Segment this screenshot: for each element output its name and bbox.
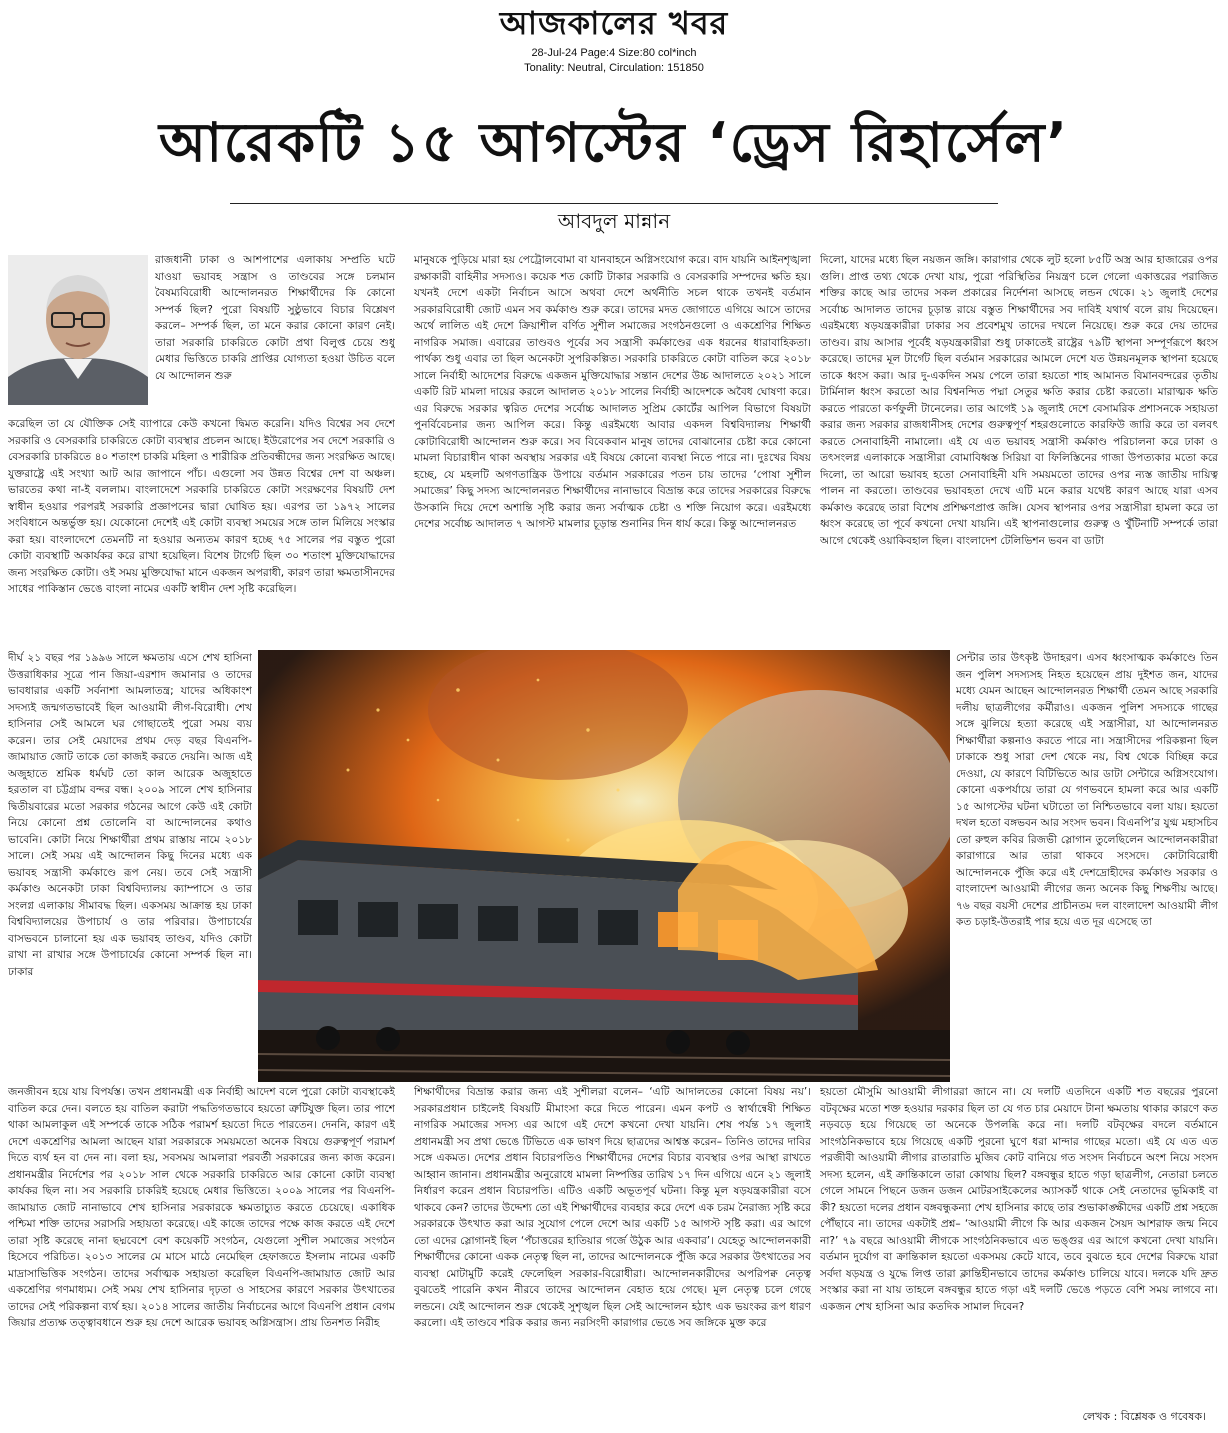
- column-3-side-text: সেন্টার তার উৎকৃষ্ট উদাহরণ। এসব ধ্বংসাত্মক কর্মকাণ্ডে তিন জন পুলিশ সদস্যসহ নিহত হয়েছেন প্রায় দুইশত জন, যাদের মধ্যে যেমন আছেন আন্দোলনরত শিক্ষার্থী তেমন আছে সরকারি দলীয় ছাত্রলীগের কর্মীরাও। একজন পুলিশ সদস্যকে গাছের সঙ্গে ঝুলিয়ে হত্যা করেছে এই সন্ত্রাসীরা, যা আন্দোলনরত শিক্ষার্থীরা কল্পনাও করতে পারে না। সন্ত্রাসীদের পরিকল্পনা ছিল ঢাকাকে শুধু সারা দেশ থেকে নয়, বিশ্ব থেকে বিচ্ছিন্ন করে দেওয়া, যে কারণে বিটিভিতে আর ডাটা সেন্টারে অগ্নিসংযোগ। কোনো একপর্যায়ে তারা যে গণভবনে হামলা করে আর একটি ১৫ আগস্টের ঘটনা ঘটাতো তা নিশ্চিতভাবে বলা যায়। হয়তো দখল হতো বঙ্গভবন আর সংসদ ভবন। বিএনপি’র যুগ্ম মহাসচিব তো রুহুল কবির রিজভী স্লোগান তুলেছিলেন আন্দোলনকারীরা কারাগারে আর তারা থাকবে সংসদে। কোটাবিরোধী আন্দোলনকে পুঁজি করে এই দেশদ্রোহীদের কর্মকাণ্ড সরকার ও বাংলাদেশ আওয়ামী লীগের জন্য অনেক কিছু শিক্ষণীয় আছে। ৭৬ বছর বয়সী দেশের প্রাচীনতম দল বাংলাদেশ আওয়ামী লীগ কত চড়াই-উতরাই পার হয়ে এত দূর এসেছে তা: [956, 652, 1218, 928]
- byline-divider: [230, 203, 998, 204]
- column-1-lower-text: জনজীবন হয়ে যায় বিপর্যস্ত। তখন প্রধানমন্ত্রী এক নির্বাহী আদেশ বলে পুরো কোটা ব্যবস্থাকেই বাতিল করে দেন। বলতে হয় বাতিল করাটা পদ্ধতিগতভাবে হয়তো ত্রুটিযুক্ত ছিল। তার পাশে থাকা আমলাকুল এই সম্পর্কে তাকে সঠিক পরামর্শ হয়তো দিতে পারতেন। দেননি, কারণ এই দেশে একশ্রেণির আমলা আছেন যারা সরকারকে সময়মতো অনেক বিষয়ে গুরুত্বপূর্ণ পরামর্শ দিতে ব্যর্থ হন বা দেন না। বলা হয়, সবসময় আমলারা পরবর্তী সরকারের জন্য কাজ করেন। প্রধানমন্ত্রীর নির্দেশের পর ২০১৮ সাল থেকে সরকারি চাকরিতে আর কোনো কোটা ব্যবস্থা কার্যকর ছিল না। সব সরকারি চাকরিই হয়েছে মেধার ভিত্তিতে। ২০০৯ সালের পর বিএনপি-জামায়াত জোট নানাভাবে শেখ হাসিনার সরকারকে ক্ষমতাচ্যুত করতে চেয়েছে। একাধিক পশ্চিমা শক্তি তাদের সরাসরি সহায়তা করেছে। এই কাজে তাদের পক্ষে কাজ করতে এই দেশে তারা সৃষ্টি করেছে নানা ছদ্মবেশে বেশ কয়েকটি সংগঠন, যেগুলো সুশীল সমাজের সংগঠন হিসেবে পরিচিত। ২০১৩ সালের মে মাসে মাঠে নেমেছিল হেফাজতে ইসলাম নামের একটি মাদ্রাসাভিত্তিক সংগঠন। তাদের সর্বাত্মক সহায়তা করেছিল বিএনপি-জামায়াত জোট আর একশ্রেণির গণমাধ্যম। সেই সময় শেখ হাসিনার দৃঢ়তা ও সাহসের কারণে সরকার উৎখাতের তাদের সেই পরিকল্পনা ব্যর্থ হয়। ২০১৪ সালের জাতীয় নির্বাচনের আগে বিএনপি প্রধান বেগম জিয়ার প্রত্যক্ষ তত্ত্বাবধানে শুরু হয় দেশে আরেক ভয়াবহ অগ্নিসন্ত্রাস। প্রায় তিনশত নিরীহ: [8, 1086, 395, 1329]
- burning-train-photo: [258, 650, 950, 1082]
- column-1-body-text: করেছিল তা যে যৌক্তিক সেই ব্যাপারে কেউ কখনো দ্বিমত করেনি। যদিও বিশ্বের সব দেশে সরকারি ও বেসরকারি চাকরিতে কোটা ব্যবস্থার প্রচলন আছে। ইউরোপের সব দেশে সরকারি ও বেসরকারি চাকরিতে ৪০ শতাংশ চাকরি মহিলা ও শারীরিক প্রতিবন্ধীদের জন্য সংরক্ষিত আছে। যুক্তরাষ্ট্রে এই সংখ্যা আট আর জাপানে পাঁচ। এগুলো সব উন্নত বিশ্বের দেশ বা অঞ্চল। ভারতের কথা না-ই বললাম। বাংলাদেশে সরকারি চাকরিতে কোটা সংরক্ষণের বিষয়টি দেশ স্বাধীন হওয়ার পরপরই সরকারি প্রজ্ঞাপনের দ্বারা ঘোষিত হয়। এরপর তা ১৯৭২ সালের সংবিধানে অন্তর্ভুক্ত হয়। যেকোনো দেশেই এই কোটা ব্যবস্থা সময়ের সঙ্গে তাল মিলিয়ে সংস্কার করা হয়। বাংলাদেশে তেমনটি না হওয়ার অন্যতম কারণ হচ্ছে ৭৫ সালের পর বস্তুত পুরো কোটা ব্যবস্থাটি অকার্যকর করে রাখা হয়েছিল। বিশেষ টার্গেট ছিল ৩০ শতাংশ মুক্তিযোদ্ধাদের জন্য সংরক্ষিত কোটা। ওই সময় মুক্তিযোদ্ধা মানে একজন অপরাধী, কারণ তারা ক্ষমতাসীনদের সাধের পাকিস্তান ভেঙে বাংলা নামের একটি স্বাধীন দেশ সৃষ্টি করেছিল।: [8, 418, 395, 595]
- newspaper-masthead: আজকালের খবর: [499, 4, 729, 42]
- clipping-meta-tonality: Tonality: Neutral, Circulation: 151850: [524, 62, 704, 74]
- author-portrait: [8, 255, 148, 405]
- column-3-lower-text: হয়তো মৌসুমি আওয়ামী লীগাররা জানে না। যে দলটি এতদিনে একটি শত বছরের পুরনো বটবৃক্ষের মতো শক্ত হওয়ার দরকার ছিল তা যে গত চার মেয়াদে টানা ক্ষমতায় থাকার কারণে কত নড়বড়ে হয়ে গিয়েছে তা অনেকে উপলব্ধি করে না। দলটি বটবৃক্ষের বদলে বর্তমানে সাংগঠনিকভাবে হয়ে গিয়েছে একটি পুরনো ঘুণে ধরা মান্দার গাছের মতো। এই যে এত এত পরজীবী আওয়ামী লীগার রাতারাতি মুজিব কোট বানিয়ে গত সংসদ নির্বাচনে অংশ নিয়ে সংসদ সদস্য হলেন, এই ক্রান্তিকালে তারা কোথায় ছিল? বঙ্গবন্ধুর হাতে গড়া ছাত্রলীগ, নেতারা চলতে গেলে সামনে পিছনে ডজন ডজন মোটরসাইকেলের অ্যাসকর্ট থাকে সেই নেতাদের ভূমিকাই বা কী? হয়তো দলের প্রধান বঙ্গবন্ধুকন্যা শেখ হাসিনার কাছে তার শুভাকাঙ্ক্ষীদের একটি প্রশ্ন সহজে পৌঁছাবে না। তাদের একটাই প্রশ্ন– ‘আওয়ামী লীগে কি আর একজন সৈয়দ আশরাফ জন্ম নিবে না?’ ৭৯ বছরে আওয়ামী লীগকে সাংগঠনিকভাবে এত ভঙ্গুর এর আগে কখনো দেখা যায়নি। বর্তমান দুর্যোগ বা ক্রান্তিকাল হয়তো একসময় কেটে যাবে, তবে বুঝতে হবে দেশের বিরুদ্ধে যারা সর্বদা ষড়যন্ত্র ও যুদ্ধে লিপ্ত তারা ক্লান্তিহীনভাবে তাদের কর্মকাণ্ড চালিয়ে যাবে। দলকে যদি দ্রুত সংস্কার করা না যায় তাহলে বঙ্গবন্ধুর হাতে গড়া এই দলটি ভেঙে পড়তে বেশি সময় লাগবে না। একজন শেখ হাসিনা আর কতদিক সামাল দিবেন?: [820, 1086, 1218, 1313]
- burning-train-image: [258, 650, 950, 1082]
- column-1-top-text: রাজধানী ঢাকা ও আশপাশের এলাকায় সম্প্রতি ঘটে যাওয়া ভয়াবহ সন্ত্রাস ও তাণ্ডবের সঙ্গে চলমান বৈষম্যবিরোধী আন্দোলনরত শিক্ষার্থীদের কি কোনো সম্পর্ক ছিল? পুরো বিষয়টি সুষ্ঠুভাবে বিচার বিশ্লেষণ করলে– সম্পর্ক ছিল, তা মনে করার কোনো কারণ নেই। তারা সরকারি চাকরিতে কোটা প্রথা বিলুপ্ত চেয়ে শুধু মেধার ভিত্তিতে চাকরি প্রাপ্তির যোগ্যতা হওয়া উচিত বলে যে আন্দোলন শুরু: [155, 254, 395, 382]
- column-2-lower-text: শিক্ষার্থীদের বিভ্রান্ত করার জন্য এই সুশীলরা বলেন– ‘এটি আদালতের কোনো বিষয় নয়’। সরকারপ্রধান চাইলেই বিষয়টি মীমাংসা করে দিতে পারেন। এমন কপট ও স্বার্থান্বেষী শিক্ষিত নাগরিক সমাজের সদস্য এর আগে এই দেশে কখনো দেখা যায়নি। শেষ পর্যন্ত ১৭ জুলাই প্রধানমন্ত্রী সব প্রথা ভেঙে টিভিতে এক ভাষণ দিয়ে ছাত্রদের আশ্বস্ত করেন– তিনিও তাদের দাবির সঙ্গে একমত। দেশের প্রধান বিচারপতিও শিক্ষার্থীদের দেশের বিচার ব্যবস্থার ওপর আস্থা রাখতে আহ্বান জানান। প্রধানমন্ত্রীর অনুরোধে মামলা নিষ্পত্তির তারিখ ১৭ দিন এগিয়ে এনে ২১ জুলাই নির্ধারণ করেন প্রধান বিচারপতি। এটিও একটি অভূতপূর্ব ঘটনা। কিন্তু মূল ষড়যন্ত্রকারীরা বসে থাকবে কেন? তাদের উদ্দেশ্য তো এই শিক্ষার্থীদের ব্যবহার করে দেশে এক চরম নৈরাজ্য সৃষ্টি করে সরকারকে উৎখাত করা আর সুযোগ পেলে দেশে আর একটি ১৫ আগস্ট সৃষ্টি করা। এর আগে তো এদের স্লোগানই ছিল ‘পঁচাত্তরের হাতিয়ার গর্জে উঠুক আর একবার’। যেহেতু আন্দোলনকারী শিক্ষার্থীদের কোনো একক নেতৃত্ব ছিল না, তাদের আন্দোলনকে পুঁজি করে সরকার উৎখাতের সব ব্যবস্থা মোটামুটি করেই ফেলেছিল সরকার-বিরোধীরা। আন্দোলনকারীদের অপরিপক্ব নেতৃত্ব বুঝতেই পারেনি কখন নীরবে তাদের আন্দোলন বেহাত হয়ে গেছে। মূল নেতৃত্ব চলে গেছে লন্ডনে। যেই আন্দোলন শুরু থেকেই সুশৃঙ্খল ছিল সেই আন্দোলন হঠাৎ এক ভয়ংকর রূপ ধারণ করলো। এই তাণ্ডবে শরিক করার জন্য নরসিংদী কারাগার ভেঙে সব জঙ্গিকে মুক্ত করে: [414, 1086, 811, 1329]
- clipping-meta-date: 28-Jul-24 Page:4 Size:80 col*inch: [531, 47, 697, 59]
- column-1-side-text: দীর্ঘ ২১ বছর পর ১৯৯৬ সালে ক্ষমতায় এসে শেখ হাসিনা উত্তরাধিকার সূত্রে পান জিয়া-এরশাদ জমানার ও তাদের ভাবধারার একটি সর্বনাশা আমলাতন্ত্র; যাদের অধিকাংশ সদস্যই জন্মগতভাবেই ছিল আওয়ামী লীগ-বিরোধী। শেখ হাসিনার সেই আমলে ঘর গোছাতেই পুরো সময় ব্যয় করেন। তার সেই মেয়াদের প্রথম দেড় বছর বিএনপি-জামায়াত জোট তাকে তো কাজই করতে দেয়নি। আজ এই অজুহাতে শ্রমিক ধর্মঘট তো কাল আরেক অজুহাতে হরতাল বা চট্টগ্রাম বন্দর বন্ধ। ২০০৯ সালে শেখ হাসিনার দ্বিতীয়বারের মতো সরকার গঠনের আগে কেউ এই কোটা নিয়ে কোনো প্রশ্ন তোলেনি বা আন্দোলনের কথাও ভাবেনি। কোটা নিয়ে শিক্ষার্থীরা প্রথম রাস্তায় নামে ২০১৮ সালে। সেই সময় এই আন্দোলন কিছু দিনের মধ্যে এক ভয়াবহ সন্ত্রাসী কর্মকাণ্ডে রূপ নেয়। তবে সেই সন্ত্রাসী কর্মকাণ্ড অনেকটা ঢাকা বিশ্ববিদ্যালয় ক্যাম্পাসে ও তার সংলগ্ন এলাকায় সীমাবদ্ধ ছিল। একসময় আক্রান্ত হয় ঢাকা বিশ্ববিদ্যালয়ের উপাচার্য ও তার পরিবার। উপাচার্যের বাসভবনে চালানো হয় এক ভয়াবহ তাণ্ডব, যদিও কোটা রাখা না রাখার সঙ্গে উপাচার্যের কোনো সম্পর্ক ছিল না। ঢাকার: [8, 652, 252, 978]
- column-3-top-text: দিলো, যাদের মধ্যে ছিল নয়জন জঙ্গি। কারাগার থেকে লুট হলো ৮৫টি অস্ত্র আর হাজারের ওপর গুলি। প্রাপ্ত তথ্য থেকে দেখা যায়, পুরো পরিস্থিতির নিয়ন্ত্রণ চলে গেলো একাত্তরের পরাজিত শক্তির কাছে আর তাদের সকল প্রকারের নির্দেশনা আসছে লন্ডন থেকে। ২১ জুলাই দেশের সর্বোচ্চ আদালত তাদের চূড়ান্ত রায়ে বস্তুত শিক্ষার্থীদের সব দাবিই যথার্থ বলে রায় দিয়েছেন। এরইমধ্যে ষড়যন্ত্রকারীরা ঢাকার সব প্রবেশমুখ তাদের দখলে নিয়েছে। শুরু করে দেয় তাদের তাণ্ডব। রায় আসার পূর্বেই ষড়যন্ত্রকারীরা শুধু ঢাকাতেই রাষ্ট্রের ৭৯টি স্থাপনা সম্পূর্ণরূপে ধ্বংস করেছে। তাদের মূল টার্গেট ছিল বর্তমান সরকারের আমলে দেশে যত উন্নয়নমূলক স্থাপনা হয়েছে তাকে ধ্বংস করা। আর দু-একদিন সময় পেলে তারা হয়তো শাহ আমানত বিমানবন্দরের তৃতীয় টার্মিনাল ধ্বংস করতো আর বিশ্বনন্দিত পদ্মা সেতুর ক্ষতি করার চেষ্টা করতো। মারাত্মক ক্ষতি করতে পারতো কর্ণফুলী টানেলের। তার আগেই ১৯ জুলাই দেশে বেসামরিক প্রশাসনকে সহায়তা করার জন্য সরকার রাজধানীসহ দেশের গুরুত্বপূর্ণ শহরগুলোতে কারফিউ জারি করে তা বলবৎ করতে সেনাবাহিনী নামালো। এই যে এত ভয়াবহ সন্ত্রাসী কর্মকাণ্ড পরিচালনা করে ঢাকা ও তৎসংলগ্ন এলাকাকে সন্ত্রাসীরা বোমাবিধ্বস্ত সিরিয়া বা ফিলিস্তিনের গাজা উপত্যকার মতো করে দিলো, তা আরো ভয়াবহ হতো সেনাবাহিনী যদি সময়মতো তাদের ওপর ন্যস্ত জাতীয় দায়িত্ব পালন না করতো। তাণ্ডবের ভয়াবহতা দেখে এটি মনে করার যথেষ্ট কারণ আছে যারা এসব কর্মকাণ্ড করেছে তারা বিশেষ প্রশিক্ষণপ্রাপ্ত জঙ্গি। যেসব স্থাপনার ওপর সন্ত্রাসীরা হামলা করে তা ধ্বংস করেছে তা পূর্বে কখনো দেখা যায়নি। এই স্থাপনাগুলোর গুরুত্ব ও খুঁটিনাটি সম্পর্কে তারা আগে থেকেই ওয়াকিবহাল ছিল। বাংলাদেশ টেলিভিশন ভবন বা ডাটা: [820, 254, 1218, 547]
- author-portrait-image: [8, 255, 148, 405]
- column-2-top-text: মানুষকে পুড়িয়ে মারা হয় পেট্রোলবোমা বা যানবাহনে অগ্নিসংযোগ করে। বাদ যায়নি আইনশৃঙ্খলা রক্ষাকারী বাহিনীর সদস্যও। কয়েক শত কোটি টাকার সরকারি ও বেসরকারি সম্পদের ক্ষতি হয়। যখনই দেশে একটা নির্বাচন আসে অথবা দেশে অর্থনীতি সচল থাকে তখনই বর্তমান সরকারবিরোধী জোট এমন সব কর্মকাণ্ড শুরু করে। তাদের মদত জোগাতে এগিয়ে আসে তাদের অর্থে লালিত এই দেশে ক্রিয়াশীল বর্ণিত সুশীল সমাজের সংগঠনগুলো ও একশ্রেণির শিক্ষিত নাগরিক সমাজ। এবারের তাণ্ডবও পূর্বের সব সন্ত্রাসী কর্মকাণ্ডের এক ধরনের ধারাবাহিকতা। পার্থক্য শুধু এবার তা ছিল অনেকটা সুপরিকল্পিত। সরকারি চাকরিতে কোটা বাতিল করে ২০১৮ সালে নির্বাহী আদেশের বিরুদ্ধে একজন মুক্তিযোদ্ধার সন্তান দেশের উচ্চ আদালতে ২০২১ সালে একটি রিট মামলা দায়ের করলে আদালত ২০১৮ সালের নির্বাহী আদেশকে অবৈধ ঘোষণা করে। এর বিরুদ্ধে সরকার ত্বরিত দেশের সর্বোচ্চ আদালত সুপ্রিম কোর্টের আপিল বিভাগে বিষয়টা পুনর্বিবেচনার জন্য আপিল করে। কিন্তু এরইমধ্যে আবার একদল বিশ্ববিদ্যালয় শিক্ষার্থী কোটাবিরোধী আন্দোলন শুরু করে। সব বিবেকবান মানুষ তাদের বোঝানোর চেষ্টা করে কোনো মামলা বিচারাধীন থাকা অবস্থায় সরকার এই বিষয়ে কোনো ব্যবস্থা নিতে পারে না। দুঃখের বিষয় হচ্ছে, যে মহলটি অগণতান্ত্রিক উপায়ে বর্তমান সরকারের পতন চায় তাদের ‘পোষা সুশীল সমাজের’ কিছু সদস্য আন্দোলনরত শিক্ষার্থীদের নানাভাবে বিভ্রান্ত করে তাদের সরকারের বিরুদ্ধে উসকানি দিয়ে দেশে অশান্তি সৃষ্টি করার জন্য সর্বাত্মক চেষ্টা ও শক্তি নিয়োগ করে। এরইমধ্যে দেশের সর্বোচ্চ আদালত ৭ আগস্ট মামলার চূড়ান্ত শুনানির দিন ধার্য করে। কিন্তু আন্দোলনরত: [414, 254, 811, 530]
- author-signoff: লেখক : বিশ্লেষক ও গবেষক।: [1082, 1410, 1206, 1423]
- article-headline: আরেকটি ১৫ আগস্টের ‘ড্রেস রিহার্সেল’: [158, 111, 1070, 174]
- article-byline: আবদুল মান্নান: [557, 209, 671, 233]
